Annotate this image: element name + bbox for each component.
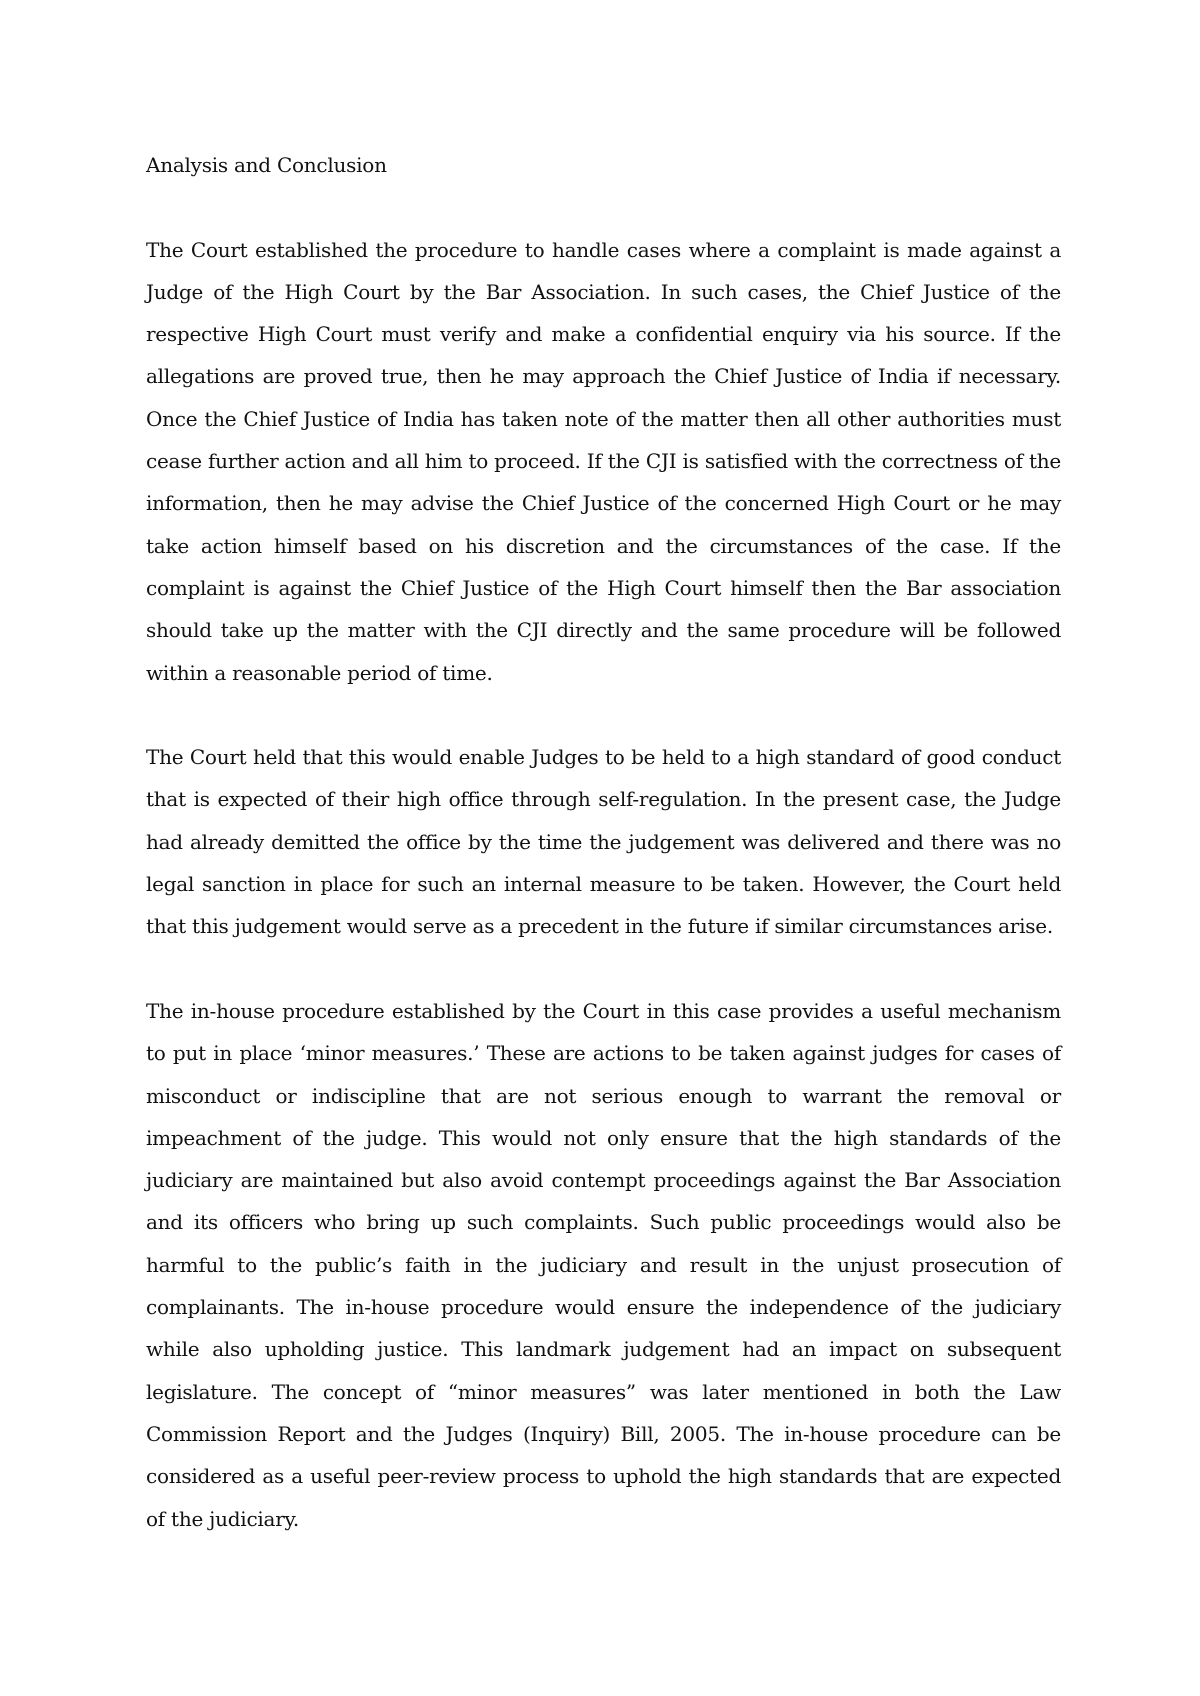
section-heading: Analysis and Conclusion — [146, 153, 387, 177]
paragraph-self-regulation: The Court held that this would enable Judges to be held to a high standard of good conduct that is expected of their high office through self-regulation. In the present case, the Judge had already demitted the office by the time the judgement was delivered and there was no legal sanction in place for such an internal measure to be taken. However, the Court held that this judgement would serve as a precedent in the future if similar circumstances arise. — [146, 745, 1061, 939]
paragraph-in-house-procedure: The in-house procedure established by the Court in this case provides a useful mechanism to put in place ‘minor measures.’ These are actions to be taken against judges for cases of misconduct or indiscipline that are not serious enough to warrant the removal or impeachment of the judge. This would not only ensure that the high standards of the judiciary are maintained but also avoid contempt proceedings against the Bar Association and its officers who bring up such complaints. Such public proceedings would also be harmful to the public’s faith in the judiciary and result in the unjust prosecution of complainants. The in-house procedure would ensure the independence of the judiciary while also upholding justice. This landmark judgement had an impact on subsequent legislature. The concept of “minor measures” was later mentioned in both the Law Commission Report and the Judges (Inquiry) Bill, 2005. The in-house procedure can be considered as a useful peer-review process to uphold the high standards that are expected of the judiciary. — [146, 998, 1061, 1531]
paragraph-procedure: The Court established the procedure to handle cases where a complaint is made against a Judge of the High Court by the Bar Association. In such cases, the Chief Justice of the respective High Court must verify and make a confidential enquiry via his source. If the allegations are proved true, then he may approach the Chief Justice of India if necessary. Once the Chief Justice of India has taken note of the matter then all other authorities must cease further action and all him to proceed. If the CJI is satisfied with the correctness of the information, then he may advise the Chief Justice of the concerned High Court or he may take action himself based on his discretion and the circumstances of the case. If the complaint is against the Chief Justice of the High Court himself then the Bar association should take up the matter with the CJI directly and the same procedure will be followed within a reasonable period of time. — [146, 237, 1061, 685]
document-body — [146, 144, 1061, 1540]
